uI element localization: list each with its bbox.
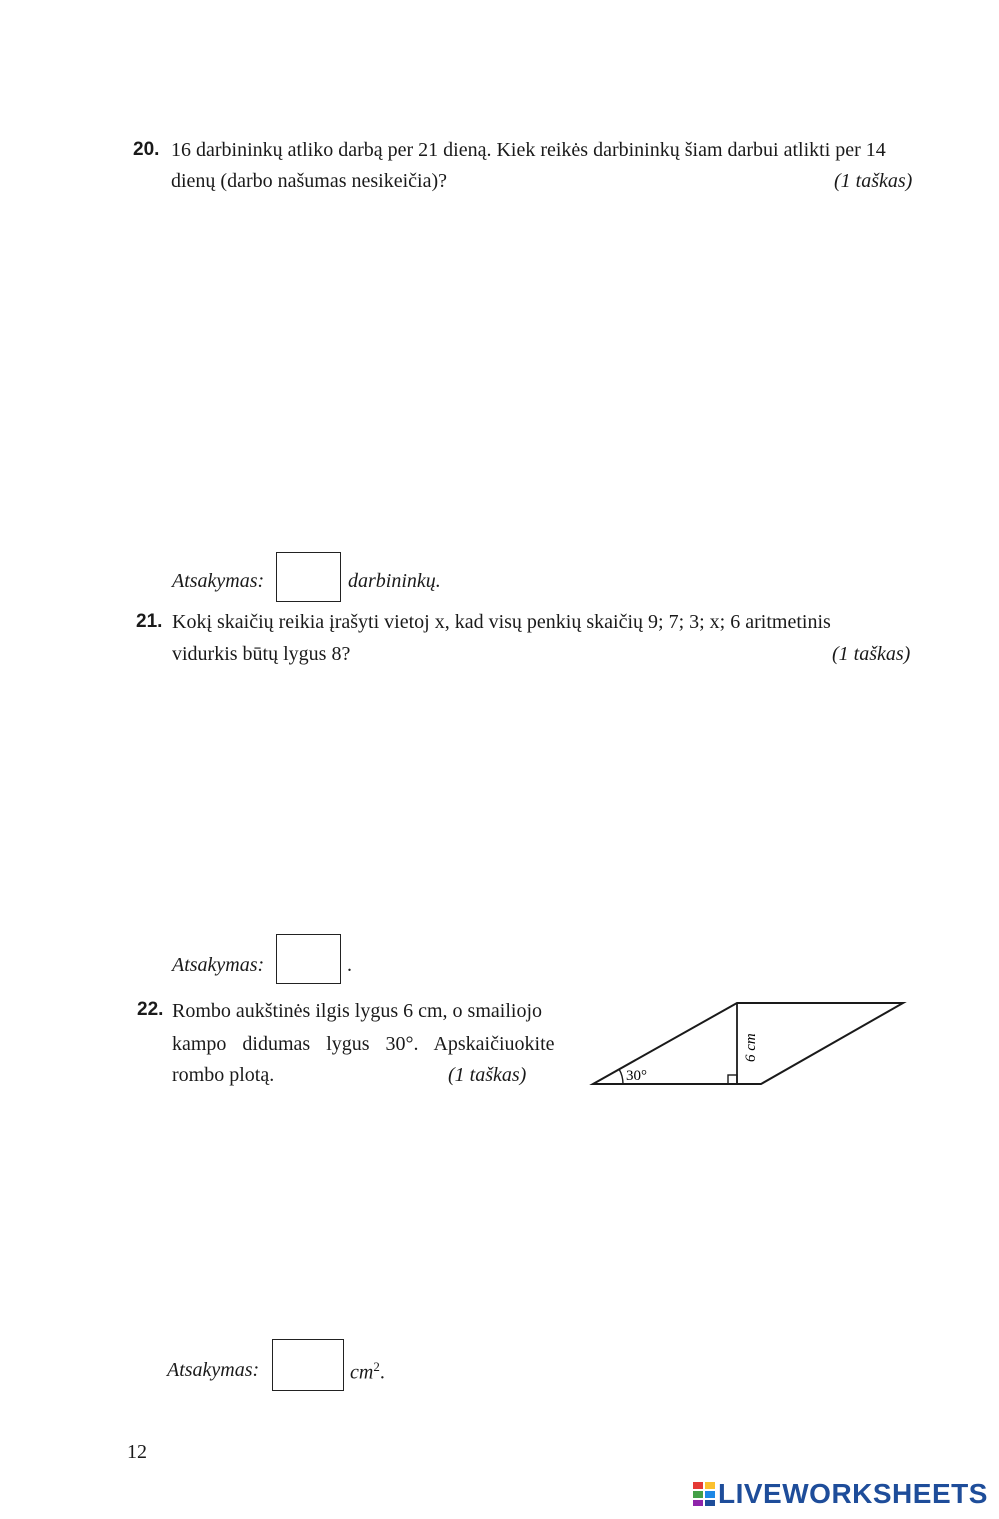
- q22-text-line3: rombo plotą.: [172, 1064, 275, 1086]
- q21-points: (1 taškas): [832, 643, 911, 665]
- q20-text-line1: 16 darbininkų atliko darbą per 21 dieną. Kiek reikės darbininkų šiam darbui atlikti per 14: [171, 139, 886, 161]
- q20-answer-label: Atsakymas:: [172, 570, 265, 592]
- q21-answer-box[interactable]: [276, 934, 341, 984]
- angle-arc: [619, 1069, 623, 1084]
- q22-text-line2: kampo didumas lygus 30°. Apskaičiuokite: [172, 1033, 555, 1055]
- q21-answer-unit: .: [347, 954, 352, 976]
- q21-answer-input[interactable]: [277, 935, 340, 983]
- q22-unit-cm: cm: [350, 1361, 374, 1384]
- q20-number: 20.: [133, 139, 160, 160]
- q20-answer-box[interactable]: [276, 552, 341, 602]
- logo-grid-icon: [692, 1481, 716, 1507]
- q21-text-line1: Kokį skaičių reikia įrašyti vietoj x, kad visų penkių skaičių 9; 7; 3; x; 6 aritmetinis: [172, 611, 831, 633]
- rhombus-figure: [585, 990, 915, 1095]
- q21-text-line2: vidurkis būtų lygus 8?: [172, 643, 351, 665]
- q21-number: 21.: [136, 611, 163, 632]
- liveworksheets-logo: [692, 1478, 988, 1510]
- q21-answer-label: Atsakymas:: [172, 954, 265, 976]
- q22-points: (1 taškas): [448, 1064, 527, 1086]
- q22-unit-end: .: [379, 1361, 385, 1384]
- q22-text-line1: Rombo aukštinės ilgis lygus 6 cm, o smailiojo: [172, 1000, 542, 1022]
- q20-points: (1 taškas): [834, 170, 913, 192]
- q20-text-line2: dienų (darbo našumas nesikeičia)?: [171, 170, 448, 192]
- q22-answer-input[interactable]: [273, 1340, 343, 1390]
- right-angle-marker: [728, 1075, 737, 1084]
- q22-answer-unit: [350, 1359, 385, 1385]
- q22-number: 22.: [137, 999, 164, 1020]
- page-number: 12: [127, 1441, 147, 1463]
- logo-text: LIVEWORKSHEETS: [718, 1478, 988, 1509]
- q22-unit-sup: 2: [373, 1359, 380, 1374]
- q20-answer-input[interactable]: [277, 553, 340, 601]
- q22-answer-label: Atsakymas:: [167, 1359, 260, 1381]
- q22-answer-box[interactable]: [272, 1339, 344, 1391]
- angle-label: 30°: [626, 1068, 647, 1084]
- height-label: 6 cm: [743, 1033, 759, 1062]
- q20-answer-unit: darbininkų.: [348, 570, 441, 592]
